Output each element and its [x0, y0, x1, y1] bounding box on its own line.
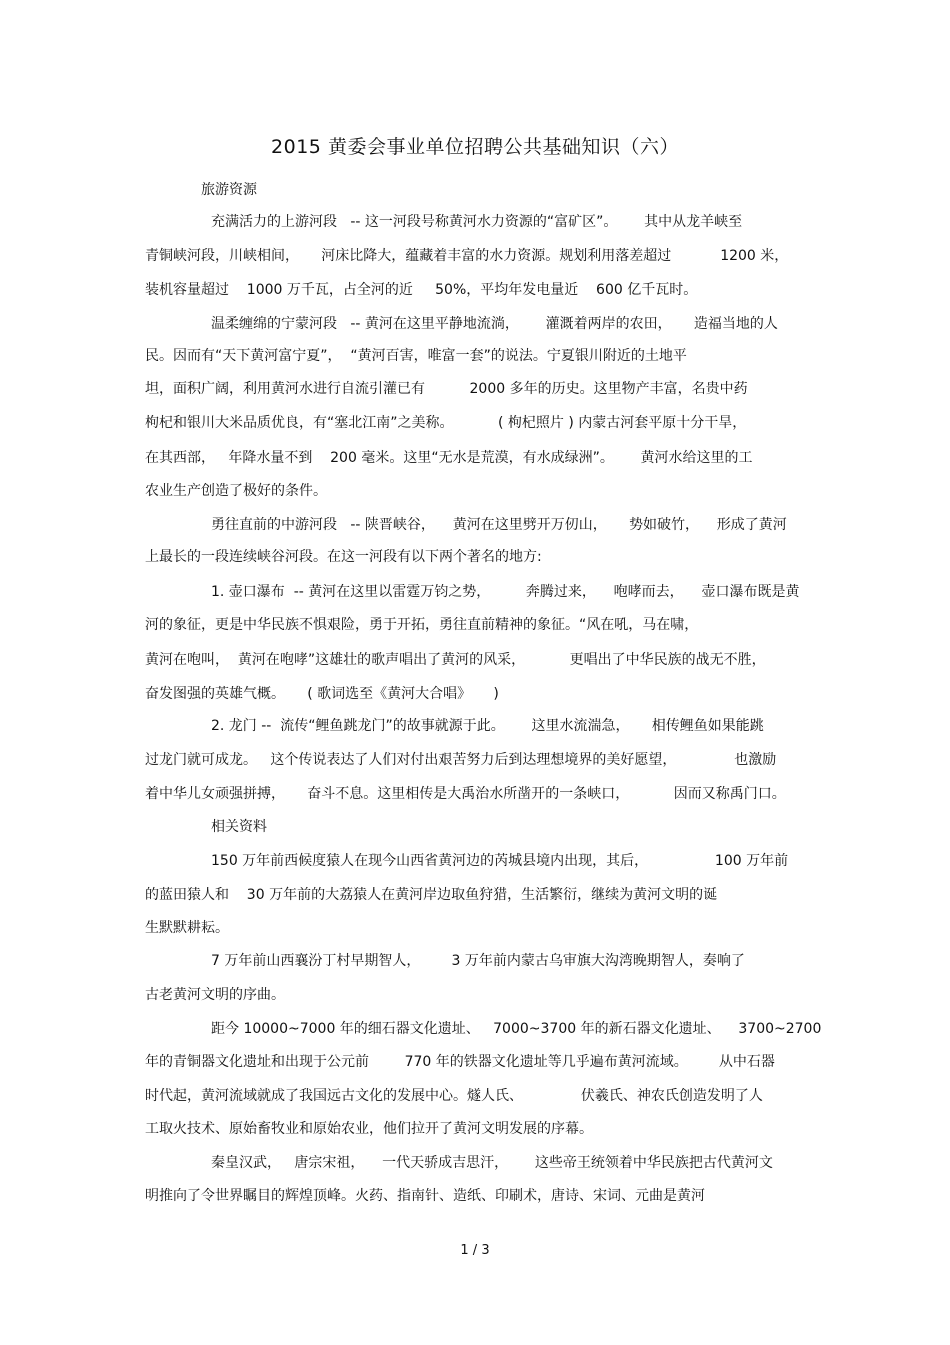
paragraph-line: 工取火技术、原始畜牧业和原始农业，他们拉开了黄河文明发展的序幕。: [145, 1121, 593, 1137]
section-heading-related: 相关资料: [211, 819, 267, 835]
paragraph-line: 河的象征，更是中华民族不惧艰险，勇于开拓，勇往直前精神的象征。“风在吼，马在啸，: [145, 617, 699, 633]
paragraph-line: 农业生产创造了极好的条件。: [145, 483, 327, 499]
page-number: 1 / 3: [460, 1243, 490, 1258]
paragraph-line: 的蓝田猿人和 30 万年前的大荔猿人在黄河岸边取鱼狩猎，生活繁衍，继续为黄河文明的诞: [145, 887, 718, 903]
paragraph-line: 古老黄河文明的序曲。: [145, 987, 285, 1003]
paragraph-line: 充满活力的上游河段 -- 这一河段号称黄河水力资源的“富矿区”。 其中从龙羊峡至: [211, 214, 743, 230]
paragraph-line: 枸杞和银川大米品质优良，有“塞北江南”之美称。 ( 枸杞照片 ) 内蒙古河套平原十分干旱，: [145, 415, 747, 431]
section-heading-tourism: 旅游资源: [201, 182, 257, 198]
paragraph-line: 民。因而有“天下黄河富宁夏”， “黄河百害，唯富一套”的说法。宁夏银川附近的土地平: [145, 348, 687, 364]
paragraph-line: 秦皇汉武， 唐宗宋祖， 一代天骄成吉思汗， 这些帝王统领着中华民族把古代黄河文: [211, 1155, 773, 1171]
paragraph-line: 距今 10000~7000 年的细石器文化遗址、 7000~3700 年的新石器文化遗址、 3700~2700: [211, 1021, 822, 1037]
paragraph-line: 勇往直前的中游河段 -- 陕晋峡谷， 黄河在这里劈开万仞山， 势如破竹， 形成了黄河: [211, 517, 787, 533]
paragraph-line: 温柔缠绵的宁蒙河段 -- 黄河在这里平静地流淌， 灌溉着两岸的农田， 造福当地的人: [211, 316, 778, 332]
paragraph-line: 装机容量超过 1000 万千瓦，占全河的近 50%，平均年发电量近 600 亿千瓦时。: [145, 282, 698, 298]
paragraph-line: 在其西部， 年降水量不到 200 毫米。这里“无水是荒漠，有水成绿洲”。 黄河水给这里的工: [145, 450, 753, 466]
paragraph-line: 2. 龙门 -- 流传“鲤鱼跳龙门”的故事就源于此。 这里水流湍急， 相传鲤鱼如果能跳: [211, 718, 764, 734]
paragraph-line: 时代起，黄河流域就成了我国远古文化的发展中心。燧人氏、 伏羲氏、神农氏创造发明了人: [145, 1088, 763, 1104]
paragraph-line: 黄河在咆叫， 黄河在咆哮”这雄壮的歌声唱出了黄河的风采， 更唱出了中华民族的战无不胜，: [145, 652, 766, 668]
paragraph-line: 着中华儿女顽强拼搏， 奋斗不息。这里相传是大禹治水所凿开的一条峡口， 因而又称禹门口。: [145, 786, 786, 802]
paragraph-line: 过龙门就可成龙。 这个传说表达了人们对付出艰苦努力后到达理想境界的美好愿望， 也激励: [145, 752, 777, 768]
paragraph-line: 7 万年前山西襄汾丁村早期智人， 3 万年前内蒙古乌审旗大沟湾晚期智人，奏响了: [211, 953, 745, 969]
paragraph-line: 坦，面积广阔，利用黄河水进行自流引灌已有 2000 多年的历史。这里物产丰富，名贵中药: [145, 381, 748, 397]
paragraph-line: 年的青铜器文化遗址和出现于公元前 770 年的铁器文化遗址等几乎遍布黄河流域。 从中石器: [145, 1054, 775, 1070]
paragraph-line: 150 万年前西候度猿人在现今山西省黄河边的芮城县境内出现，其后， 100 万年前: [211, 853, 789, 869]
paragraph-line: 明推向了令世界瞩目的辉煌顶峰。火药、指南针、造纸、印刷术，唐诗、宋词、元曲是黄河: [145, 1188, 705, 1204]
paragraph-line: 上最长的一段连续峡谷河段。在这一河段有以下两个著名的地方:: [145, 549, 542, 565]
paragraph-line: 1. 壶口瀑布 -- 黄河在这里以雷霆万钧之势， 奔腾过来， 咆哮而去， 壶口瀑布既是黄: [211, 584, 800, 600]
document-title: 2015 黄委会事业单位招聘公共基础知识（六）: [271, 136, 679, 158]
paragraph-line: 青铜峡河段，川峡相间， 河床比降大，蕴藏着丰富的水力资源。规划利用落差超过 1200 米，: [145, 248, 789, 264]
paragraph-line: 奋发图强的英雄气概。 ( 歌词选至《黄河大合唱》 ): [145, 686, 499, 702]
paragraph-line: 生默默耕耘。: [145, 920, 229, 936]
